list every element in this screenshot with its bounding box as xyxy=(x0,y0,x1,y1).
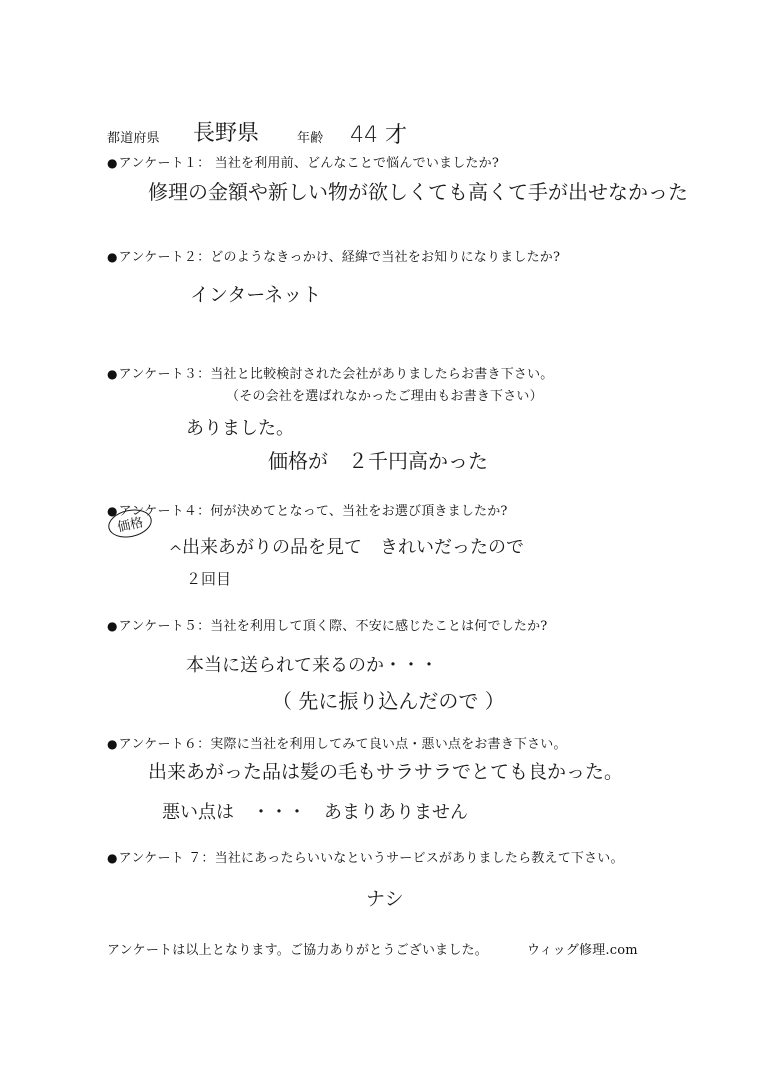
footer-brand: ウィッグ修理.com xyxy=(527,943,638,958)
question-3-label: ●アンケート３：当社と比較検討された会社がありましたらお書き下さい。 xyxy=(107,367,554,382)
question-5-label: ●アンケート５：当社を利用して頂く際、不安に感じたことは何でしたか? xyxy=(107,619,548,634)
footer-thanks: アンケートは以上となります。ご協力ありがとうございました。 xyxy=(107,943,488,958)
answer-6-line-1: 出来あがった品は髪の毛もサラサラでとても良かった。 xyxy=(148,761,624,783)
answer-1-line-1: 修理の金額や新しい物が欲しくても高くて手が出せなかった xyxy=(148,180,688,204)
question-4-label: ●アンケート４：何が決めてとなって、当社をお選び頂きましたか? xyxy=(107,504,508,519)
bullet-icon: ● xyxy=(107,851,118,865)
question-3-sublabel: （その会社を選ばれなかったご理由もお書き下さい） xyxy=(226,389,543,404)
answer-7-line-1: ナシ xyxy=(366,888,404,910)
question-1-label: ●アンケート１： 当社を利用前、どんなことで悩んでいましたか? xyxy=(107,156,499,171)
question-2-label: ●アンケート２：どのようなきっかけ、経緯で当社をお知りになりましたか? xyxy=(107,250,561,265)
bullet-icon: ● xyxy=(107,156,118,170)
bullet-icon: ● xyxy=(107,619,118,633)
answer-3-line-2: 価格が ２千円高かった xyxy=(268,449,488,473)
insert-caret: ^ xyxy=(168,542,184,563)
bullet-icon: ● xyxy=(107,504,118,518)
circled-note: 価格 xyxy=(106,506,155,542)
answer-5-line-2: （ 先に振り込んだので ） xyxy=(272,689,505,713)
question-7-label: ●アンケート ７：当社にあったらいいなというサービスがありましたら教えて下さい。 xyxy=(107,851,624,866)
age-value: 44 才 xyxy=(350,123,407,148)
answer-3-line-1: ありました。 xyxy=(186,418,294,439)
age-label: 年齢 xyxy=(297,131,324,146)
answer-4-line-1: 出来あがりの品を見て きれいだったので xyxy=(182,537,524,558)
prefecture-value: 長野県 xyxy=(193,121,260,146)
answer-2-line-1: インターネット xyxy=(190,284,322,306)
answer-4-line-2: ２回目 xyxy=(186,570,232,588)
question-6-label: ●アンケート６：実際に当社を利用してみて良い点・悪い点をお書き下さい。 xyxy=(107,737,567,752)
bullet-icon: ● xyxy=(107,367,118,381)
prefecture-label: 都道府県 xyxy=(107,131,160,146)
answer-5-line-1: 本当に送られて来るのか・・・ xyxy=(186,655,438,676)
answer-6-line-2: 悪い点は ・・・ あまりありません xyxy=(162,802,468,823)
bullet-icon: ● xyxy=(107,737,118,751)
bullet-icon: ● xyxy=(107,250,118,264)
